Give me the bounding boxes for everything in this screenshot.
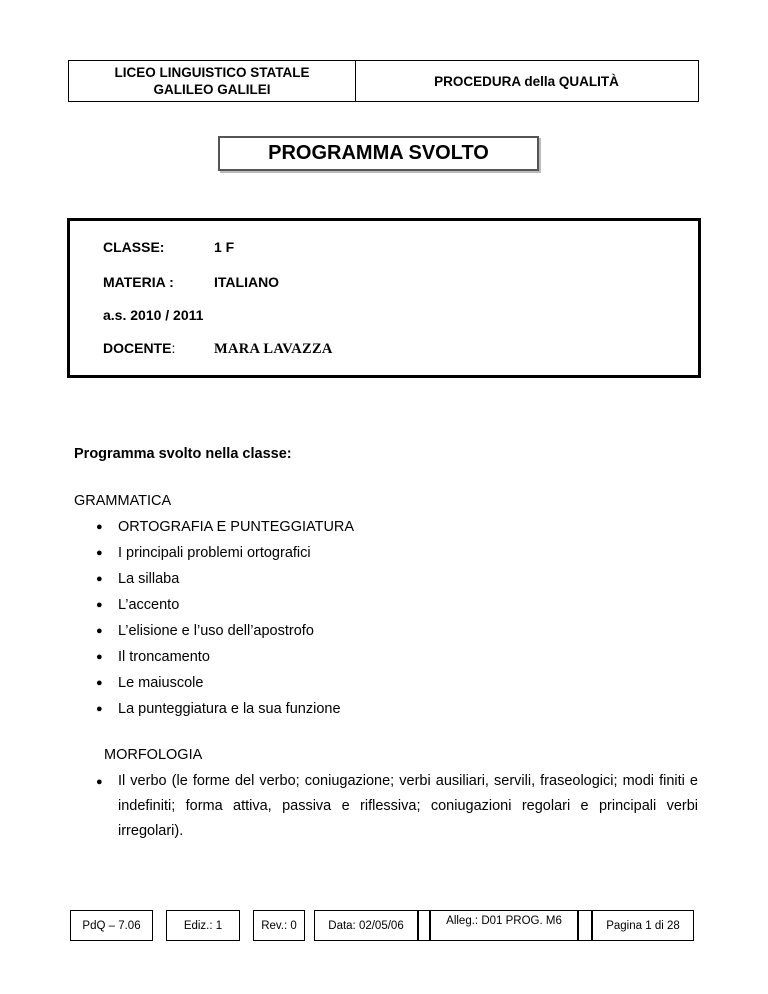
header-table <box>68 60 699 102</box>
footer-revision: Rev.: 0 <box>253 910 305 941</box>
school-name-line1: LICEO LINGUISTICO STATALE <box>114 65 310 80</box>
school-year: a.s. 2010 / 2011 <box>103 307 204 323</box>
list-item: I principali problemi ortografici <box>118 545 311 561</box>
footer-spacer <box>578 910 592 941</box>
procedure-label: PROCEDURA della QUALITÀ <box>434 73 619 89</box>
bullet-icon: ● <box>96 625 103 637</box>
bullet-icon: ● <box>96 703 103 715</box>
document-title: PROGRAMMA SVOLTO <box>268 142 489 164</box>
bullet-icon: ● <box>96 776 103 788</box>
list-item: ORTOGRAFIA E PUNTEGGIATURA <box>118 519 355 535</box>
school-name-line2: GALILEO GALILEI <box>153 82 271 97</box>
bullet-icon: ● <box>96 677 103 689</box>
docente-label-colon: : <box>171 340 176 356</box>
docente-label <box>103 340 175 356</box>
docente-value: MARA LAVAZZA <box>214 341 333 357</box>
bullet-icon: ● <box>96 651 103 663</box>
morfologia-heading: MORFOLOGIA <box>104 747 203 763</box>
bullet-icon: ● <box>96 521 103 533</box>
list-item: Il troncamento <box>118 649 210 665</box>
morfologia-item: Il verbo (le forme del verbo; coniugazione; verbi ausiliari, servili, fraseologici; modi finiti e indefiniti; forma attiva, passiva e riflessiva; coniugazioni regolari e principali verbi irregolari). <box>118 773 698 839</box>
materia-label: MATERIA : <box>103 274 174 290</box>
grammatica-heading: GRAMMATICA <box>74 493 172 509</box>
list-item: La sillaba <box>118 571 180 587</box>
footer-spacer <box>418 910 430 941</box>
bullet-icon: ● <box>96 573 103 585</box>
list-item: L’elisione e l’uso dell’apostrofo <box>118 623 314 639</box>
footer-page: Pagina 1 di 28 <box>592 910 694 941</box>
footer-code: PdQ – 7.06 <box>70 910 153 941</box>
school-name-cell <box>69 61 356 101</box>
list-item: La punteggiatura e la sua funzione <box>118 701 341 717</box>
bullet-icon: ● <box>96 547 103 559</box>
bullet-icon: ● <box>96 599 103 611</box>
docente-label-text: DOCENTE <box>103 340 172 356</box>
footer-attachment: Alleg.: D01 PROG. M6 <box>430 910 578 941</box>
classe-label: CLASSE: <box>103 239 165 255</box>
list-item: L’accento <box>118 597 180 613</box>
classe-value: 1 F <box>214 239 235 255</box>
list-item: Le maiuscole <box>118 675 204 691</box>
procedure-cell <box>355 61 698 101</box>
class-info-box <box>67 218 701 378</box>
footer-date: Data: 02/05/06 <box>314 910 418 941</box>
footer-edition: Ediz.: 1 <box>166 910 240 941</box>
program-intro: Programma svolto nella classe: <box>74 446 292 462</box>
document-title-box <box>218 136 539 171</box>
materia-value: ITALIANO <box>214 274 280 290</box>
